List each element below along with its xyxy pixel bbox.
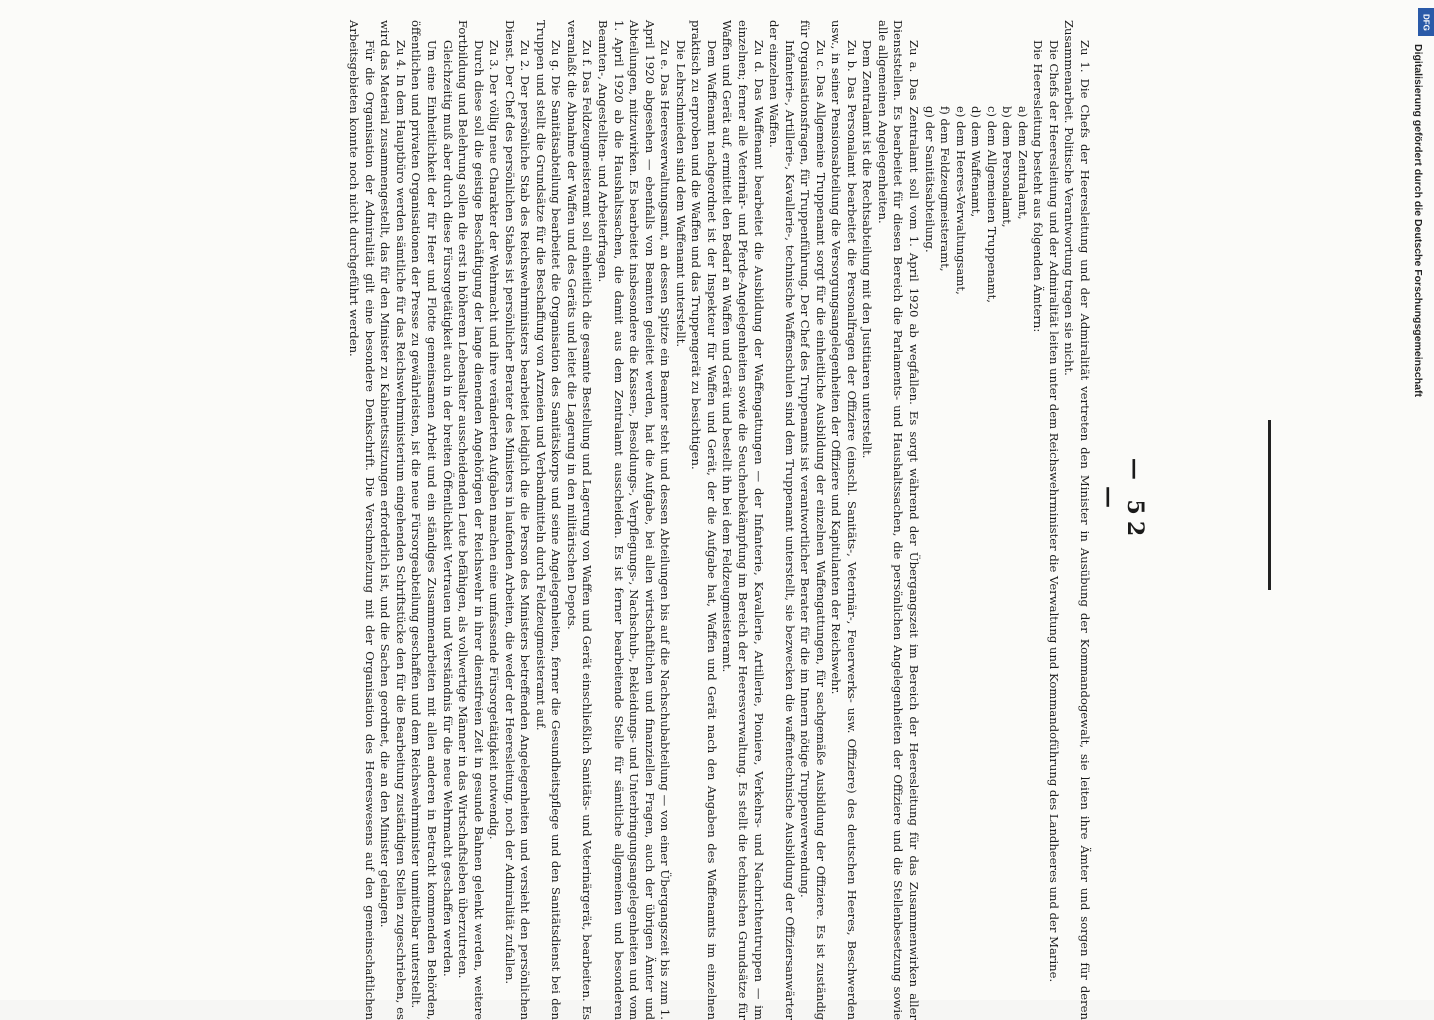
paragraph: Zu d. Das Waffenamt bearbeitet die Ausbildung der Waffengattungen — der Infanterie, Kavallerie, Artillerie, Pioniere, Verkehrs- und Nachrichtentruppen — im einzelnen; ferner alle Veterinär- und Pferde-Angelegenheiten sowie die Seuchenbekämpfung im Bereich der Heeresverwaltung. Es stellt die technischen Grundsätze für Waffen und Gerät auf, ermittelt den Bedarf an Waffen und Gerät und bestellt ihn bei dem Feldzeugmeisteramt. (720, 20, 766, 1020)
page-number: — 52 — (1096, 457, 1148, 543)
list-item: b) dem Personalamt, (1000, 106, 1015, 228)
digitization-credit (1412, 44, 1424, 397)
paragraph: Zu 2. Der persönliche Stab des Reichswehrministers bearbeitet lediglich die die Person des Ministers betreffenden Angelegenheiten und versieht den persönlichen Dienst. Der Chef des persönlichen Stabes ist persönlicher Berater des Ministers in laufenden Arbeiten, die weder der Heeresleitung, noch der Admiralität zufallen. (502, 20, 533, 1020)
section-divider (1268, 420, 1271, 590)
list-item: g) der Sanitätsabteilung. (922, 106, 937, 253)
paragraph: Zu f. Das Feldzeugmeisteramt soll einheitlich die gesamte Bestellung und Lagerung von Waffen und Gerät einschließlich Sanitäts- und Veterinärgerät, bearbeiten. Es veranlaßt die Abnahme der Waffen und des Geräts und leitet die Lagerung in den militärischen Depots. (564, 20, 595, 1020)
paragraph: Zu c. Das Allgemeine Truppenamt sorgt für die einheitliche Ausbildung der einzelnen Waffengattungen, für sachgemäße Ausbildung der Offiziere. Es ist zuständig für Organisationsfragen, für Truppenführung. Der Chef des Truppenamts ist verantwortlicher Berater für die im Innern nötige Truppenverwendung. (798, 20, 828, 1020)
paragraph: Zu a. Das Zentralamt soll vom 1. April 1920 ab wegfallen. Es sorgt während der Übergangszeit im Bereich der Heeresleitung für das Zusammenwirken aller Dienststellen. Es bearbeitet für diesen Bereich die Parlaments- und Haushaltssachen, die persönlichen Angelegenheiten der Offiziere und die Stellenbesetzung sowie alle allgemeinen Angelegenheiten. (875, 20, 921, 1020)
paragraph: Zu g. Die Sanitätsabteilung bearbeitet die Organisation des Sanitätskorps und seine Angelegenheiten, ferner die Gesundheitspflege und den Sanitätsdienst bei den Truppen und stellt die Grundsätze für die Beschaffung von Arzneien und Verbandmitteln durch Feldzeugmeisteramt auf. (533, 20, 564, 1020)
office-list (921, 20, 1030, 1020)
paragraph: Zu b. Das Personalamt bearbeitet die Personalfragen der Offiziere (einschl. Sanitäts-, Veterinär-, Feuerwerks- usw. Offiziere) des deutschen Heeres, Beschwerden usw., in seiner Pensionsabteilung die Versorgungsangelegenheiten der Offiziere und Kapitulanten der Reichswehr. (829, 20, 859, 1020)
rotated-page-content (92, 0, 1172, 1020)
paragraph: Durch diese soll die geistige Beschäftigung der lange dienenden Angehörigen der Reichswehr in ihrer dienstfreien Zeit in gesunde Bahnen gelenkt werden, weitere Fortbildung und Belehrung sollen die erst in höherem Lebensalter ausscheidenden Leute befähigen, als vollwertige Männer in das Wirtschaftsleben überzutreten. (456, 20, 486, 1020)
list-item: d) dem Waffenamt, (969, 106, 984, 218)
paragraph: Die Chefs der Heeresleitung und der Admiralität leiten unter dem Reichswehrminister die Verwaltung und Kommandoführung des Landheeres und der Marine. (1046, 40, 1061, 983)
paragraph: Zu 4. In dem Hauptbüro werden sämtliche für das Reichswehrministerium eingehenden Schriftstücke den für die Bearbeitung zuständigen Stellen zugeschrieben, es wird das Material zusammengestellt, das für den Minister zu Kabinettssitzungen erforderlich ist, und die Sachen geordnet, die an den Minister gelangen. (378, 20, 408, 1020)
list-item: a) dem Zentralamt, (1015, 106, 1030, 220)
paragraph: Gleichzeitig muß aber durch diese Fürsorgetätigkeit auch in der breiten Öffentlichkeit Vertrauen und Verständnis für die neue Wehrmacht geschaffen werden. (440, 40, 455, 977)
paragraph: Die Lehrschmieden sind dem Waffenamt unterstellt. (673, 40, 688, 348)
body-text (346, 20, 1092, 1020)
list-item: c) dem Allgemeinen Truppenamt, (984, 106, 999, 303)
credit-text: Digitalisierung gefördert durch die Deutsche Forschungsgemeinschaft (1412, 44, 1424, 397)
list-item: f) dem Feldzeugmeisteramt, (938, 106, 953, 272)
paragraph: Zu 3. Der völlig neue Charakter der Wehrmacht und ihre veränderten Aufgaben machen eine umfassende Fürsorgetätigkeit notwendig. (487, 40, 502, 840)
paragraph: Dem Waffenamt nachgeordnet ist der Inspekteur für Waffen und Gerät, der die Aufgabe hat, Waffen und Gerät nach den Angaben des Waffenamts im einzelnen praktisch zu erproben und die Waffen und das Truppengerät zu besichtigen. (689, 20, 719, 1020)
page-header (1092, 0, 1172, 1000)
paragraph: Die Heeresleitung besteht aus folgenden Ämtern: (1031, 40, 1046, 333)
paragraph: Zu e. Das Heeresverwaltungsamt, an dessen Spitze ein Beamter steht und dessen Abteilungen bis auf die Nachschubabteilung — von einer Übergangszeit bis zum 1. April 1920 abgesehen — ebenfalls von Beamten geleitet werden, hat die Aufgabe, bei allen wirtschaftlichen und finanziellen Fragen, auch der übrigen Ämter und Abteilungen, mitzuwirken. Es bearbeitet insbesondere die Kassen-, Besoldungs-, Verpflegungs-, Nachschub-, Bekleidungs- und Unterbringungsangelegenheiten und vom 1. April 1920 ab die Haushaltssachen, die damit aus dem Zentralamt ausscheiden. Es ist ferner bearbeitende Stelle für sämtliche allgemeinen und besonderen Beamten-, Angestellten- und Arbeiterfragen. (596, 20, 673, 1020)
dfg-logo: DFG (1418, 8, 1434, 36)
paragraph: Für die Organisation der Admiralität gilt eine besondere Denkschrift. Die Verschmelzung mit der Organisation des Heereswesens auf den gemeinschaftlichen Arbeitsgebieten konnte noch nicht durchgeführt werden. (347, 20, 377, 1020)
paragraph: Infanterie-, Artillerie-, Kavallerie-, technische Waffenschulen sind dem Truppenamt unterstellt, sie bezwecken die waffentechnische Ausbildung der Offiziersanwärter der einzelnen Waffen. (767, 20, 797, 1020)
paragraph: Um eine Einheitlichkeit der für Heer und Flotte gemeinsamen Arbeit und ein ständiges Zusammenarbeiten mit allen anderen in Betracht kommenden Behörden, öffentlichen und privaten Organisationen der Presse zu gewährleisten, ist die neue Fürsorgeabteilung geschaffen und dem Reichswehrminister unmittelbar unterstellt. (409, 20, 440, 1020)
paragraph: Dem Zentralamt ist die Rechtsabteilung mit den Justitiaren unterstellt. (860, 40, 875, 459)
paragraph: Zu 1. Die Chefs der Heeresleitung und der Admiralität vertreten den Minister in Ausübung der Kommandogewalt, sie leiten ihre Ämter und sorgen für deren Zusammenarbeit. Politische Verantwortung tragen sie nicht. (1062, 20, 1092, 1020)
list-item: e) dem Heeres-Verwaltungsamt, (953, 106, 968, 295)
